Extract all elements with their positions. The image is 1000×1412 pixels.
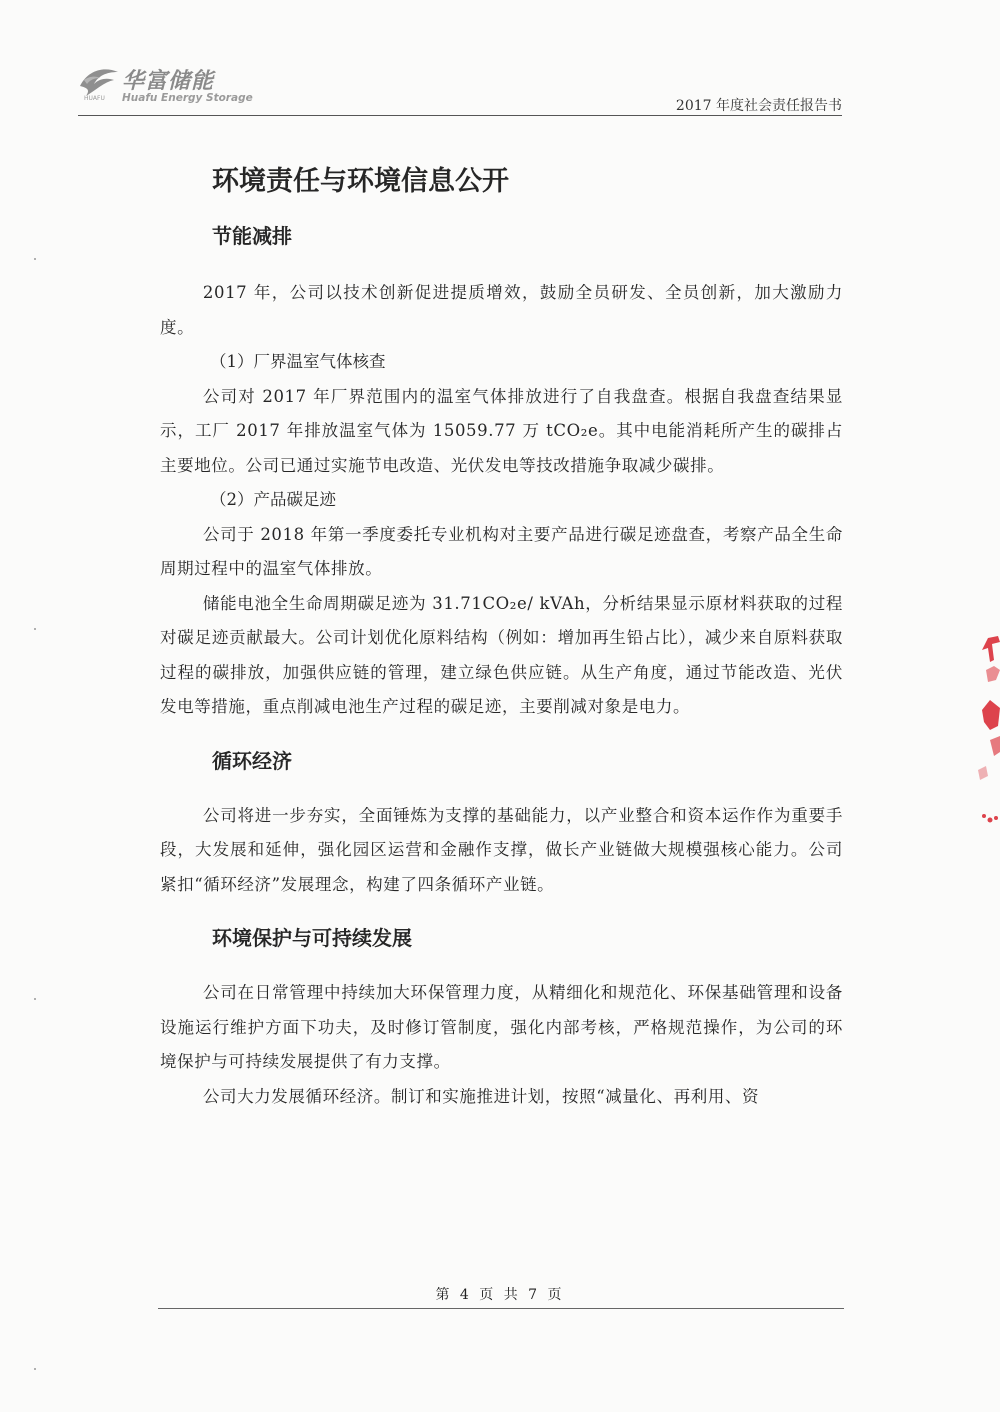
header-divider xyxy=(78,115,842,116)
section-heading: 节能减排 xyxy=(212,224,292,248)
paragraph: 储能电池全生命周期碳足迹为 31.71CO₂e/ kVAh，分析结果显示原材料获取的过程对碳足迹贡献最大。公司计划优化原料结构（例如：增加再生铅占比），减少来自原料获取过程的碳排放，加强供应链的管理，建立绿色供应链。从生产角度，通过节能改造、光伏发电等措施，重点削减电池生产过程的碳足迹，主要削减对象是电力。 xyxy=(160,593,843,716)
section-circular-economy xyxy=(160,743,843,903)
paragraph: 公司大力发展循环经济。制订和实施推进计划，按照“减量化、再利用、资 xyxy=(202,1086,760,1106)
scan-dot xyxy=(34,258,36,260)
company-logo xyxy=(78,62,268,110)
report-title: 2017 年度社会责任报告书 xyxy=(675,98,842,114)
paragraph: 公司将进一步夯实，全面锤炼为支撑的基础能力，以产业整合和资本运作作为重要手段，大发展和延伸，强化园区运营和金融作支撑，做长产业链做大规模强核心能力。公司紧扣“循环经济”发展理念，构建了四条循环产业链。 xyxy=(160,805,843,894)
footer-divider xyxy=(158,1308,844,1309)
section-heading: 循环经济 xyxy=(212,748,292,773)
section-environmental-protection xyxy=(160,920,843,1114)
section-heading: 环境保护与可持续发展 xyxy=(212,926,412,950)
logo-sub-text: HUAFU xyxy=(84,95,105,102)
scan-dot xyxy=(34,998,36,1000)
document-body xyxy=(160,160,843,1114)
paragraph: 公司在日常管理中持续加大环保管理力度，从精细化和规范化、环保基础管理和设备设施运行维护方面下功夫，及时修订管制度，强化内部考核，严格规范操作，为公司的环境保护与可持续发展提供了有力支撑。 xyxy=(160,983,843,1071)
red-seal-fragment xyxy=(960,630,1000,850)
scan-dot xyxy=(34,1368,36,1370)
scan-dot xyxy=(34,628,36,630)
logo-chinese-text: 华富储能 xyxy=(122,69,215,94)
paragraph: 公司对 2017 年厂界范围内的温室气体排放进行了自我盘查。根据自我盘查结果显示，工厂 2017 年排放温室气体为 15059.77 万 tCO₂e。其中电能消耗所产生的碳排占主要地位。公司已通过实施节电改造、光伏发电等技改措施争取减少碳排。 xyxy=(160,386,843,475)
paragraph: 2017 年，公司以技术创新促进提质增效，鼓励全员研发、全员创新，加大激励力度。 xyxy=(160,283,843,337)
subheading: （1）厂界温室气体核查 xyxy=(210,352,386,371)
page-title: 环境责任与环境信息公开 xyxy=(212,166,509,197)
subheading: （2）产品碳足迹 xyxy=(210,490,336,509)
paragraph: 公司于 2018 年第一季度委托专业机构对主要产品进行碳足迹盘查，考察产品全生命周期过程中的温室气体排放。 xyxy=(160,524,843,578)
section-energy-saving xyxy=(160,218,843,725)
page-number: 第 4 页 共 7 页 xyxy=(435,1287,565,1303)
logo-english-text: Huafu Energy Storage xyxy=(122,92,253,104)
